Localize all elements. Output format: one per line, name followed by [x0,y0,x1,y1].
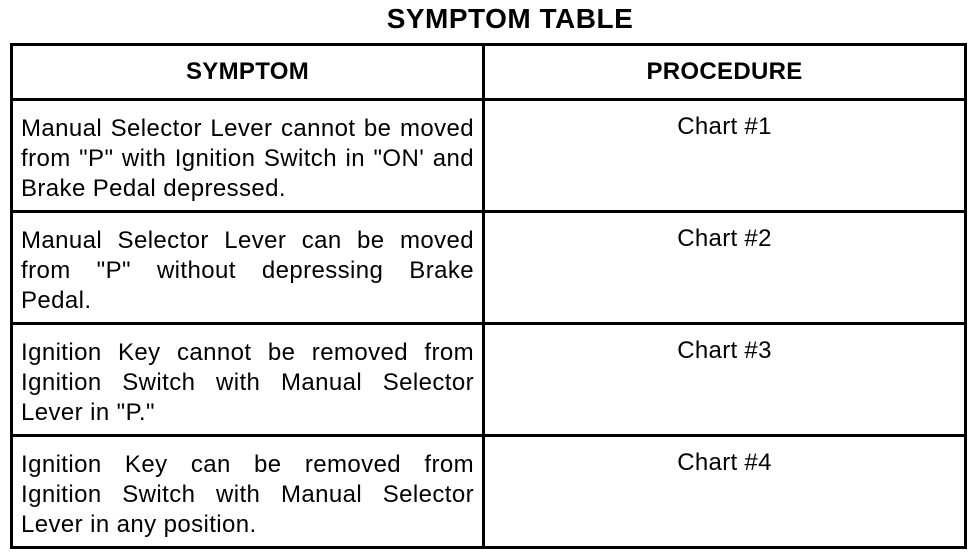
table-row [12,212,966,324]
column-header-procedure: PROCEDURE [484,45,966,100]
symptom-text: Manual Selector Lever can be moved from "P" without depressing Brake Pedal. [21,227,474,314]
table-header-row [12,45,966,100]
symptom-text: Ignition Key can be removed from Ignition Switch with Manual Selector Lever in any position. [21,451,474,538]
symptom-text: Ignition Key cannot be removed from Ignition Switch with Manual Selector Lever in "P." [21,339,474,426]
symptom-cell [12,100,484,212]
procedure-cell [484,436,966,548]
procedure-cell [484,212,966,324]
column-header-symptom: SYMPTOM [12,45,484,100]
page-title: SYMPTOM TABLE [386,3,634,34]
table-row [12,100,966,212]
table-row [12,436,966,548]
symptom-cell [12,436,484,548]
procedure-cell [484,100,966,212]
symptom-cell [12,212,484,324]
symptom-text: Manual Selector Lever cannot be moved from "P" with Ignition Switch in "ON' and Brake Pedal depressed. [21,115,474,202]
procedure-text: Chart #2 [677,225,772,252]
procedure-text: Chart #3 [677,337,772,364]
procedure-text: Chart #1 [677,113,772,140]
table-row [12,324,966,436]
procedure-text: Chart #4 [677,449,772,476]
procedure-cell [484,324,966,436]
symptom-cell [12,324,484,436]
symptom-table [10,43,967,549]
